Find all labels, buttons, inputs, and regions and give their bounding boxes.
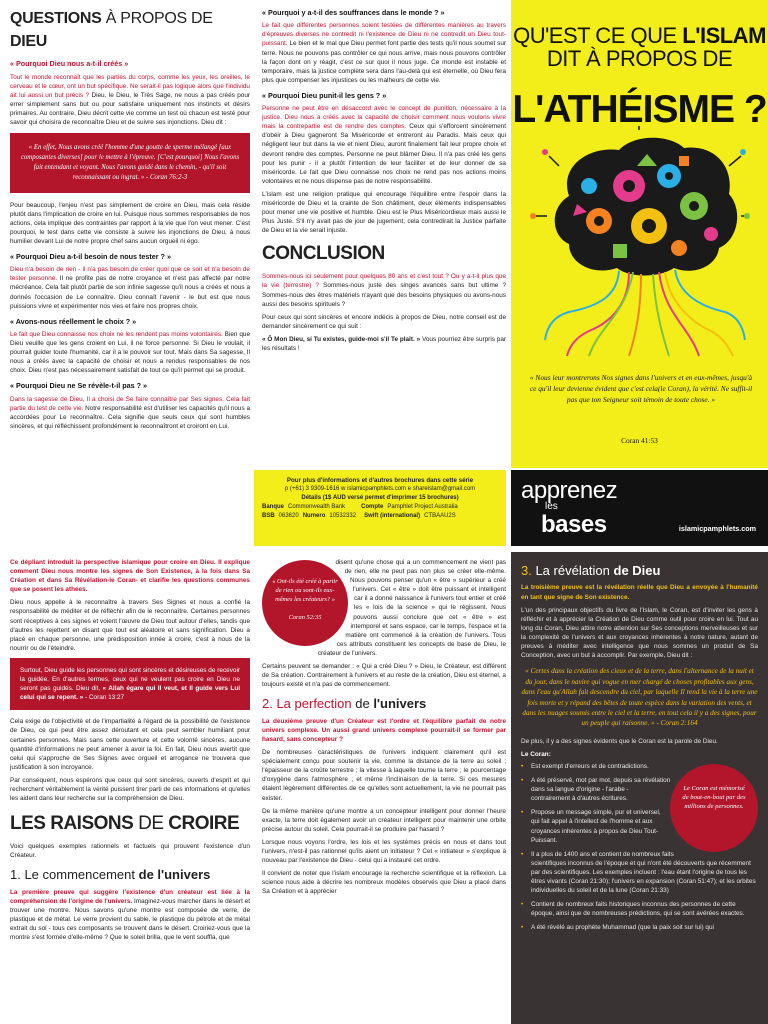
- paragraph: De plus, il y a des signes évidents que le Coran est la parole de Dieu.: [521, 737, 718, 745]
- section-2-heading: 2. La perfection de l'univers: [262, 696, 427, 712]
- perfection-column: [262, 558, 506, 1024]
- reasons-heading: LES RAISONS DE CROIRE: [10, 813, 240, 835]
- bank-row: Banque Commonwealth Bank Compte Pamphlet Project Australia: [262, 504, 458, 511]
- paragraph: Il convient de noter que l'islam encourage la recherche scientifique et la réflexion. La science nous aide à décrire les nombreux modèles observés que Dieu a placé dans Sa Création et à apprécier: [262, 870, 506, 896]
- paragraph: Dans la sagesse de Dieu, Il a choisi de Se faire connaître par Ses signes. Cela fait partie du test de cette vie. Notre responsabilité est d'utiliser les capacités qu'il nous a accordées pour Le reconnaître. Cela signifie que seuls ceux qui sont humbles sincères, et qui réfléchissent profondément le reconnaîtront et croiront en Lui.: [10, 395, 250, 430]
- cover-panel: [511, 0, 768, 468]
- contact-strip: [254, 470, 506, 546]
- question-choice: « Avons-nous réellement le choix ? »: [10, 316, 137, 326]
- suffering-column: [262, 8, 506, 468]
- paragraph: L'un des principaux objectifs du livre de l'Islam, le Coran, est d'inviter les gens à réfléchir et à apprécier la Création de Dieu comme outil pour croire en lui. Tout au long du Coran, Dieu attire notre attention sur Ses conceptions merveilleuses et sur la complexité de l'univers et aux croyances inhérentes à notre nature, autant de preuves à méditer avec intelligence que nous sommes un produit de Sa Conception, avec un but à accomplir. Par exemple, Dieu dit :: [521, 606, 758, 660]
- cover-quran-quote: « Nous leur montrerons Nos signes dans l'univers et en eux-mêmes, jusqu'à ce qu'il leur devienne évident que c'est cela(le Coran), la vérité. Ne suffit-il pas que ton Seigneur soit témoin de toute chose. »: [529, 373, 753, 405]
- section-1-heading: 1. Le commencement de l'univers: [10, 867, 211, 883]
- bsb-row: BSB 063620 Numero 10532332 Swift (international) CTBAAU2S: [262, 513, 456, 520]
- question-reveal: « Pourquoi Dieu ne Se révèle-t-il pas ? »: [10, 381, 147, 391]
- list-item: • A été préservé, mot par mot, depuis sa révélation dans sa langue d'origine - l'arabe - contrairement à d'autres écritures.: [521, 776, 758, 803]
- questions-title: QUESTIONS À PROPOS DE DIEU: [10, 10, 213, 50]
- paragraph: Pour beaucoup, l'enjeu n'est pas simplement de croire en Dieu, mais cela réside plutôt dans l'implication de croire en lui. Puisque nous sommes responsables de nos actions, cela implique des contraintes par rapport à la vie que l'on veut mener. C'est pourquoi, le test dans cette vie consiste à suivre les injonctions de Dieu, à nous humilier devant Lui de notre propre chef sans aucun orgueil ni égo.: [10, 201, 250, 245]
- intro-paragraph: Ce dépliant introduit la perspective islamique pour croire en Dieu. Il explique comment Dieu nous montre les signes de Son Existence, à la fois dans Sa Création et dans Sa Révélation-le Coran- et clarifie les questions communes que se posent les athées.: [10, 559, 250, 594]
- paragraph: Cela exige de l'objectivité et de l'impartialité à l'égard de la possibilité de l'existence de Dieu, ce qui peut être assez déroutant et cela peut sembler humiliant pour certaines personnes. Mais sans cette ouverture et cette volonté sincères, aucune quantité d'informations ne peut amener à avoir la foi. En fait, Dieu nous avertit que celui qui s'approche de Ses Signes avec orgueil et arrogance ne trouvera que justification à son incroyance.: [10, 718, 250, 771]
- questions-column: [10, 8, 250, 546]
- list-item: • Contient de nombreux faits historiques inconnus des personnes de cette époque, ainsi que de nombreuses prédictions, qui se sont avérées exactes.: [521, 900, 758, 918]
- question-why-created: « Pourquoi Dieu nous a-t-il créés »: [10, 59, 129, 69]
- quran-2-164-quote: « Certes dans la création des cieux et de la terre, dans l'alternance de la nuit et du jour, dans le navire qui vogue en mer chargé de choses profitables aux gens, dans l'eau qu'Allah fait descendre du ciel, par laquelle Il rend la vie à la terre une fois morte et y répand des bêtes de toute espèce dans la variation des vents, et dans les nuages soumis entre le ciel et la terre, en tout cela il y a des signes, pour un peuple qui raisonne. » - Coran 2:164: [521, 667, 758, 728]
- quran-quote-box: « En effet, Nous avons créé l'homme d'une goutte de sperme mélangé [aux composantes diverses] pour le mettre à l'épreuve. [C'est pourquoi] Nous l'avons fait entendant et voyant. Nous l'avons guidé dans le chemin, - qu'il soit reconnaissant ou ingrat. » - Coran 76:2-3: [10, 133, 250, 192]
- question-why-test: « Pourquoi Dieu a-t-il besoin de nous tester ? »: [10, 252, 171, 262]
- cover-quran-ref: Coran 41:53: [621, 436, 658, 445]
- paragraph: Sommes-nous ici seulement pour quelques 80 ans et c'est tout ? Ou y a-t-il plus que la vie (terrestre) ? Sommes-nous juste des singes avancés sans but ultime ? Sommes-nous des êtres matériels n'ayant que des besoins physiques ou avons-nous aussi des besoins spirituels ?: [262, 273, 506, 308]
- question-suffering: « Pourquoi y a-t-il des souffrances dans le monde ? »: [262, 8, 445, 17]
- paragraph: Dieu n'a besoin de rien - il n'a pas besoin de créer quoi que ce soit et n'a besoin de tester personne. Il ne profite pas de notre croyance et n'est pas affecté par notre mécréance. Cela fait plutôt partie de son infinie sagesse qu'il nous a créés et nous a donnés l'occasion de Le connaître. Dieu connaît l'avenir - le but est que nous puissions vivre et expérimenter nos vies et faire nos propres choix.: [10, 266, 250, 310]
- band-word-bases: bases: [541, 511, 607, 538]
- paragraph: Lorsque nous voyons l'ordre, les lois et les systèmes précis en nous et dans tout l'univers, n'est-il pas rationnel qu'ils aient un initiateur ? Cet « initiateur » s'explique à nouveau par l'existence de Dieu - celui qui a instauré cet ordre.: [262, 838, 506, 865]
- paragraph: Dieu nous appelle à le reconnaître à travers Ses Signes et nous a confié la responsabilité de méditer et de réfléchir afin de le reconnaître. Certaines personnes sont réceptives à ces signes et voient l'œuvre de Dieu tout autour d'elles, tandis que d'autres les rejettent en disant que tout est aléatoire et sans signification. Dieu a placé en chaque personne, une prédisposition innée à croire, c'est à nous de la nourrir ou de l'éteindre.: [10, 599, 250, 652]
- paragraph: Pour ceux qui sont sincères et encore indécis à propos de Dieu, notre conseil est de demander sincèrement ce qui suit :: [262, 313, 506, 330]
- paragraph: De nombreuses caractéristiques de l'univers indiquent clairement qu'il est spécialement conçu pour soutenir la vie, comme la distance de la terre au soleil ; l'épaisseur de la croûte terrestre ; la vitesse à laquelle tourne la terre ; le pourcentage d'oxygène dans l'atmosphère ; et même l'inclinaison de la terre. Si ces mesures étaient légèrement différentes de ce qu'elles sont actuellement, la vie ne pourrait pas exister.: [262, 749, 506, 802]
- paragraph: disent qu'une chose qui a un commencement ne vient pas de rien, elle ne peut pas non plus se créer elle-même. Nous pouvons penser qu'un « être » supérieur a créé l'univers. Cet « être » doit être puissant et intelligent car il a donné naissance à l'univers tout entier et créé les « lois de la science » qui le régissent. Nous pouvons aussi conclure que cet « être » est intemporel et sans espace, car le temps, l'espace et la matière ont commencé à la création de l'univers. Tous ces attributs constituent les concepts de base de Dieu, le créateur de l'univers.: [317, 559, 506, 657]
- cover-title: L'ATHÉISME ?: [512, 88, 767, 131]
- contact-phone-line: p (+61) 3 9309-1616 w islamicpamphlets.com e shareislam@gmail.com: [284, 486, 476, 493]
- paragraph: Personne ne peut être en désaccord avec le concept de punition, nécessaire à la justice. Dieu nous a créés avec la capacité de choisir comment nous voulons vivre mais la contrepartie est de rendre des comptes. Ceux qui s'efforcent sincèrement d'obéir à Dieu gagneront Sa Miséricorde et entreront au Paradis. Mais ceux qui négligent leur but dans la vie et nient Dieu, auront finalement fait leur propre choix et devront rendre des comptes. Personne ne peut blâmer Dieu. Il n'a pas créé les gens pour les punir - il a plutôt l'intention de leur faciliter et de leur donner de sa miséricorde. Le fait que Dieu connaisse nos choix ne rend pas nos actions moins volontaires et ne nous dispense pas de notre responsabilité.: [262, 105, 506, 185]
- paragraph: La première preuve qui suggère l'existence d'un créateur est liée à la compréhension de l'origine de l'univers. Imaginez-vous marcher dans le désert et trouver une montre. Nous savons qu'une montre est composée de verre, de plastique et de métal. Le verre provient du sable, le plastique du pétrole et de métal extrait du sol - tous ces composants se trouvent dans le désert. Croiriez-vous que la montre s'est formée d'elle-même ? Que le soleil brilla, que le vent souffla, que: [10, 888, 250, 942]
- quran-circle-quote: « Ont-ils été créé à partir de rien ou sont-ils eux-mêmes les créateurs? » Coran 52:35: [262, 560, 348, 646]
- contact-title: Pour plus d'informations et d'autres brochures dans cette série: [286, 477, 474, 484]
- memorised-circle: Le Coran est mémorisé de bout-en-bout par des millions de personnes.: [670, 764, 758, 852]
- list-item: • Il a plus de 1400 ans et contient de nombreux faits scientifiques inconnus de l'époque et qui n'ont été découverts que récemment par des scientifiques. Les exemples incluent : l'eau étant l'origine de tous les êtres vivants (Coran 21:30); l'univers en expansion (Coran 51:47); et les orbites individuelles du soleil et de la lune (Coran 21:33): [521, 850, 758, 895]
- list-item: • Propose un message simple, pur et universel, qui fait appel à l'intellect de l'homme et aux croyances inhérentes à propos de Dieu Tout-Puissant.: [521, 808, 758, 844]
- guidance-red-block: Surtout, Dieu guide les personnes qui sont sincères et désireuses de recevoir la guidée. En d'autres termes, ceux qui ne veulent pas croire en Dieu ne seront pas guidés. Dieu dit, « Allah égare qui Il veut, et Il guide vers Lui celui qui se repent. » - Coran 13:27: [10, 658, 250, 710]
- paragraph: Le fait que différentes personnes soient testées de différentes manières au travers d'épreuves diverses ne contredit ni l'existence de Dieu ni ne contredit un Dieu tout-puissant. Le bien et le mal que Dieu permet font partie des tests qu'il nous soumet sur terre. Nous ne pouvons pas contrôler ce qui nous arrive, mais nous pouvons contrôler la façon dont on y réagit, c'est ce sur quoi il nous juge. Ce monde est instable et temporaire, mais la justice complète sera dans l'au-delà qui est éternelle, où Dieu fera plus que compenser les injustices ou les malheurs de cette vie.: [262, 22, 506, 84]
- revelation-column: [511, 552, 768, 1024]
- brain-illustration: [529, 126, 751, 358]
- paragraph: Certains peuvent se demander : « Qui a créé Dieu ? » Dieu, le Créateur, est différent de Sa création. Contrairement à l'univers et au reste de la création, Dieu est éternel, a toujours existé et n'a pas de commencement.: [262, 663, 506, 689]
- paragraph: Tout le monde reconnaît que les parties du corps, comme les yeux, les oreilles, le cerveau et le cœur, ont un but spécifique. Ne serait-il pas logique alors que l'individu ait lui aussi un but précis ? Dieu, le Dieu, le Très Sage, ne nous a pas créés pour errer simplement sans but ou pour satisfaire uniquement nos instincts et désirs primaires. Au contraire, Dieu décrit cette vie comme un test où chacun est testé pour savoir qui choisira de reconnaître Dieu et de suivre ses injonctions. Dieu dit :: [10, 73, 250, 127]
- question-punish: « Pourquoi Dieu punit-il les gens ? »: [262, 90, 387, 100]
- list-item: • A été révélé au prophète Muhammad (que la paix soit sur lui) qui: [521, 923, 758, 932]
- contact-details: Détails (1$ AUD versé permet d'imprimer 15 brochures): [301, 495, 459, 502]
- conclusion-heading: CONCLUSION: [262, 243, 385, 265]
- paragraph: De la même manière qu'une montre a un concepteur intelligent pour donner l'heure exacte, la terre doit également avoir un créateur intelligent pour maintenir une orbite précise autour du soleil. Cela pourrait-il se produire par hasard ?: [262, 807, 506, 833]
- paragraph: Le fait que Dieu connaisse nos choix ne les rendent pas moins volontaires. Bien que Dieu veuille que les gens croient en Lui, il ne force personne. Si Dieu le voulait, il pourrait guider toute l'humanité, car il a le pouvoir sur tout. Mais dans Sa sagesse, Il nous a créés avec la capacité de choisir et nous a rendus responsables de nos choix. Dieu n'est pas nécessairement satisfait de tout ce qu'il permet qui se produit.: [10, 330, 250, 375]
- section-3-heading: 3. La révélation de Dieu: [521, 563, 661, 578]
- band-website: islamicpamphlets.com: [678, 524, 756, 533]
- quran-label: Le Coran:: [521, 750, 551, 758]
- band-word-apprenez: apprenez: [521, 477, 618, 504]
- paragraph: L'islam est une religion pratique qui encourage l'équilibre entre l'espoir dans la miséricorde de Dieu et la crainte de Son châtiment, deux éléments indispensables pour mener une vie positive et humble. Dieu est le Plus Miséricordieux mais aussi le Plus Juste. S'il n'y avait pas de jour de jugement, cela contredirait la Justice parfaite de Dieu et la vie serait injuste.: [262, 190, 506, 235]
- paragraph: Voici quelques exemples rationnels et factuels qui prouvent l'existence d'un Créateur.: [10, 843, 250, 860]
- section-2-lead: La deuxième preuve d'un Créateur est l'ordre et l'équilibre parfait de notre univers complexe. Un aussi grand univers complexe pourrait-il se former par hasard, sans concepteur ?: [262, 717, 506, 743]
- paragraph: Par conséquent, nous espérons que ceux qui sont sincères, ouverts d'esprit et qui recherchent véritablement la vérité puissent tirer parti de ces informations et qu'elles les aident dans leur recherche sur la compréhension de Dieu.: [10, 776, 250, 803]
- prayer: « Ô Mon Dieu, si Tu existes, guide-moi s'il Te plaît. » Vous pourriez être surpris par les résultats !: [262, 335, 506, 353]
- band-word-les: les: [545, 501, 558, 512]
- section-3-lead: La troisième preuve est la révélation réelle que Dieu a envoyée à l'humanité en tant que signe de Son existence.: [521, 584, 758, 601]
- learn-basics-band: [511, 470, 768, 546]
- list-item: • Est exempt d'erreurs et de contradictions.: [521, 762, 758, 771]
- intro-column: [10, 558, 250, 1024]
- cover-subtitle: QU'EST CE QUE L'ISLAM DIT À PROPOS DE: [513, 23, 766, 72]
